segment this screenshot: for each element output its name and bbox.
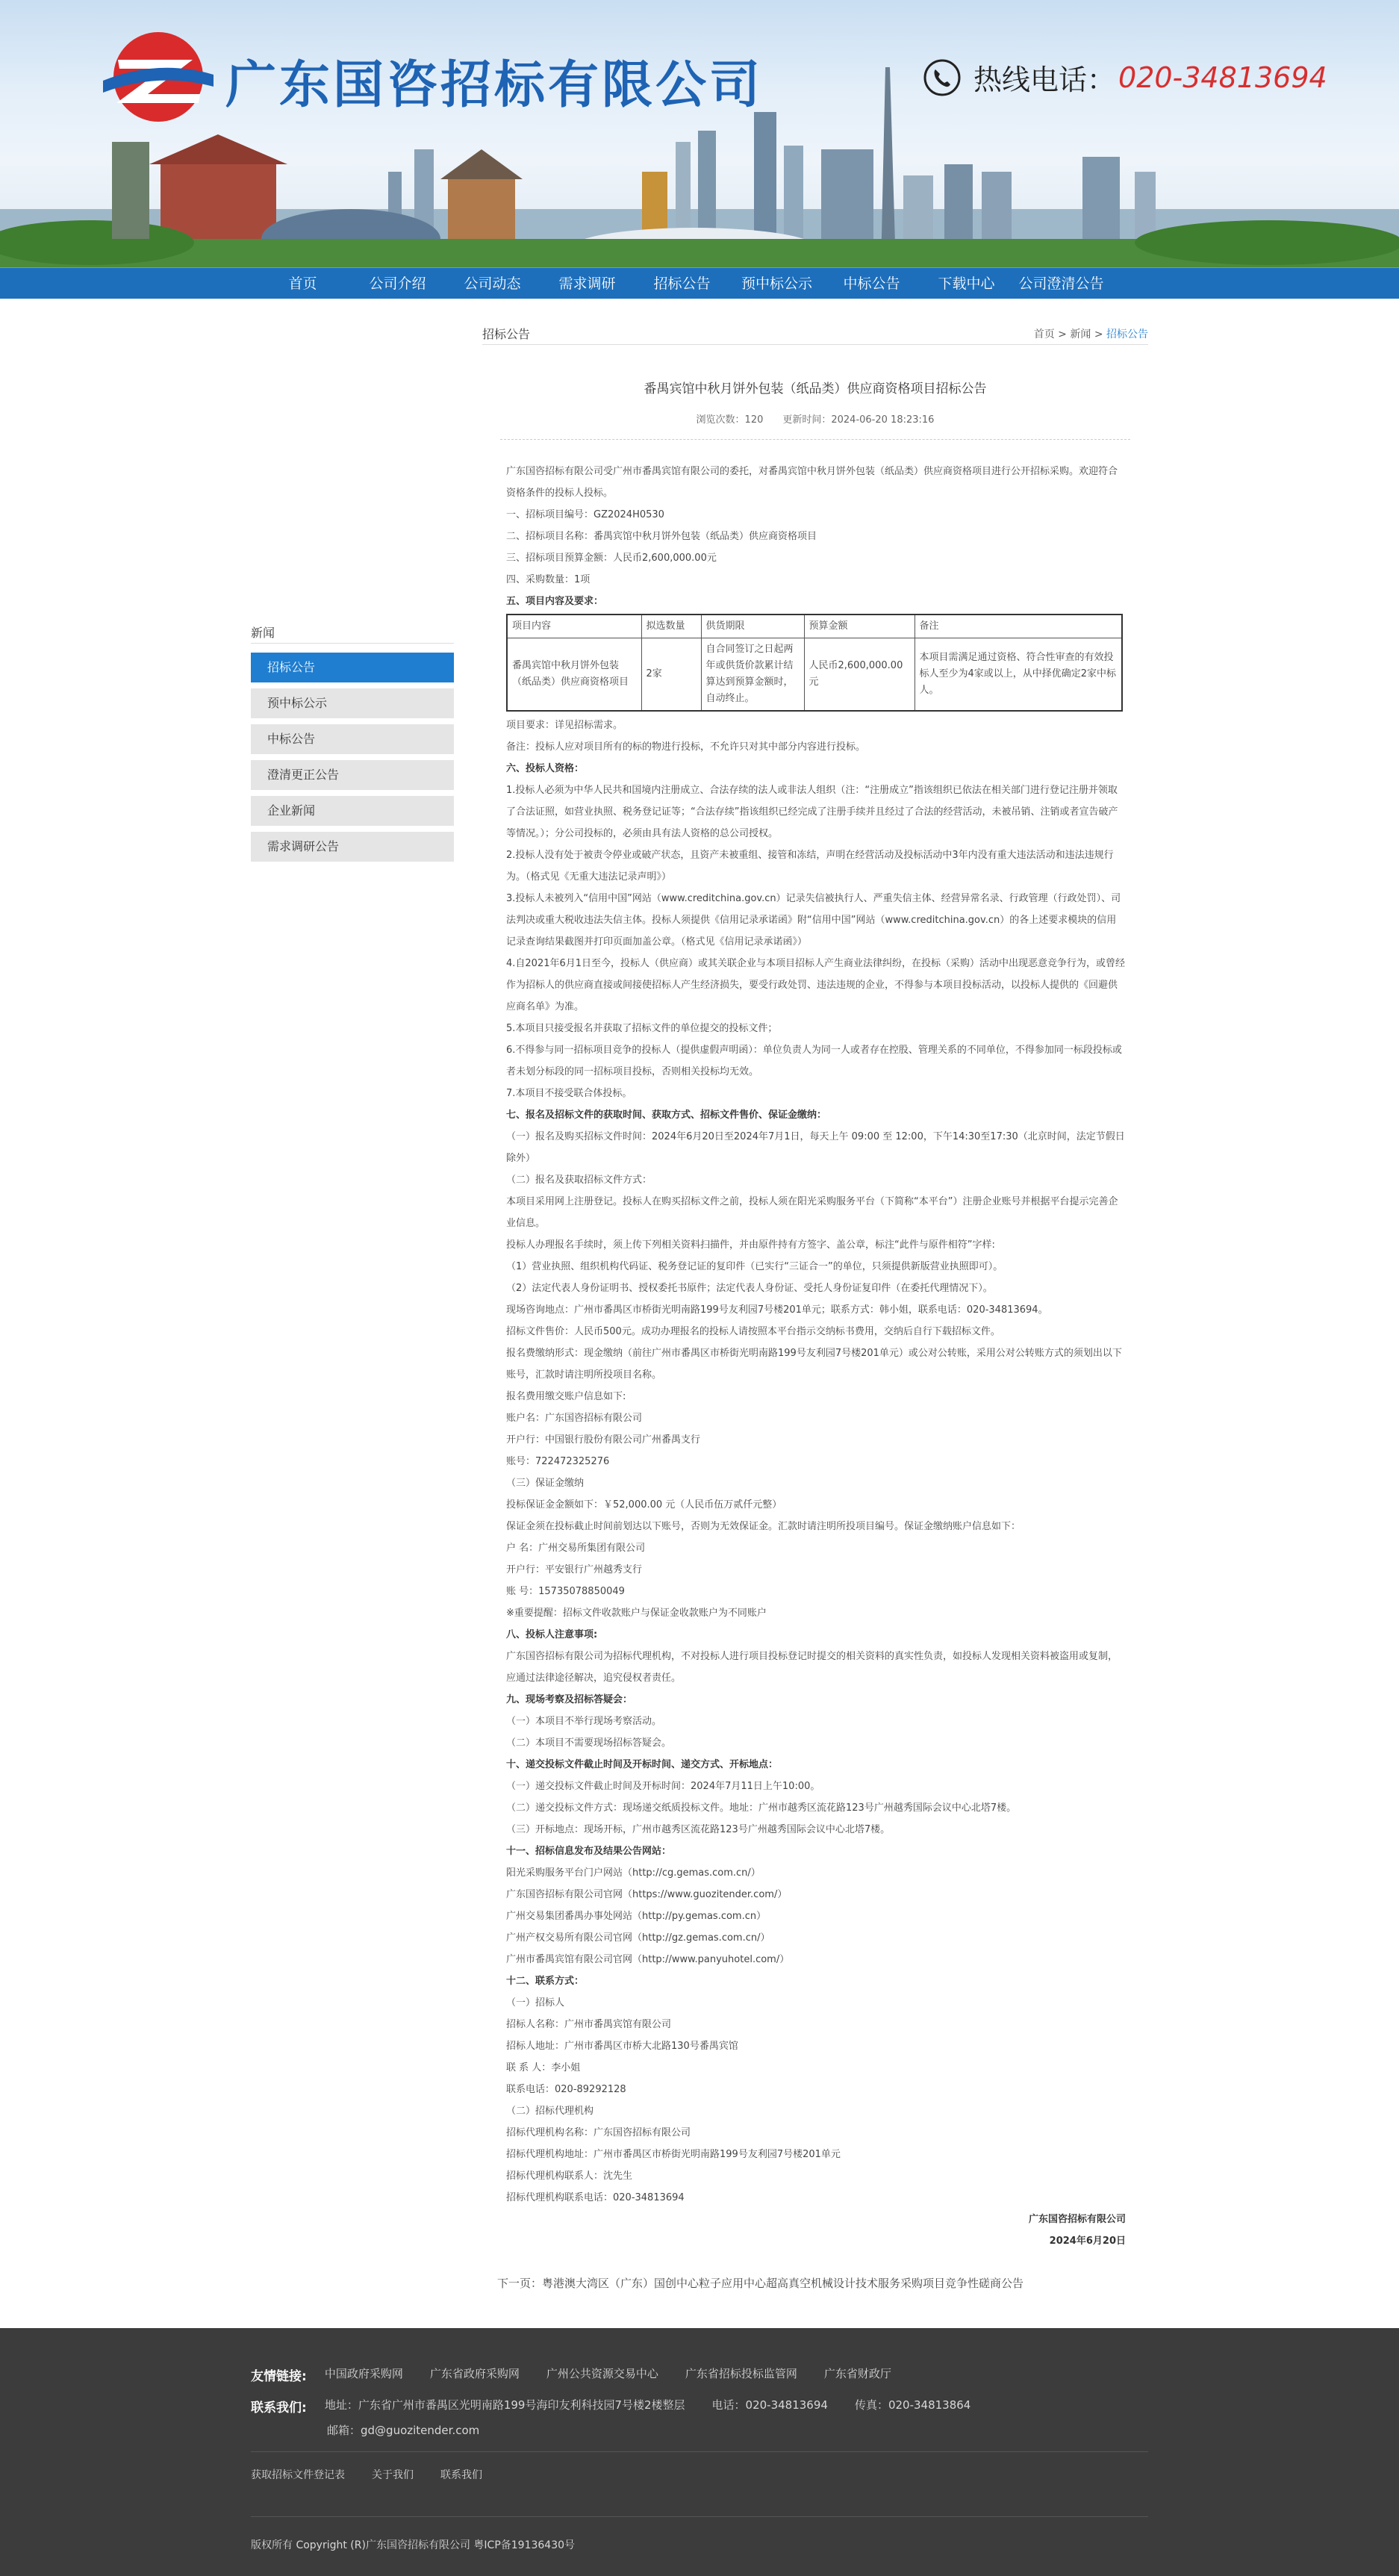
breadcrumb (1034, 326, 1148, 344)
sidebar-item-clarify[interactable]: 澄清更正公告 (251, 760, 454, 790)
article-paragraph: 开户行：中国银行股份有限公司广州番禺支行 (506, 1434, 701, 1446)
next-label: 下一页： (497, 2277, 543, 2290)
table-header: 预算金额 (804, 615, 915, 638)
article-paragraph: 招标文件售价：人民币500元。成功办理报名的投标人请按照本平台指示交纳标书费用，交纳后自行下载招标文件。 (506, 1326, 1000, 1337)
article-paragraph: 七、报名及招标文件的获取时间、获取方式、招标文件售价、保证金缴纳： (506, 1110, 827, 1121)
company-logo-icon (103, 28, 214, 125)
article-paragraph: （二）报名及获取招标文件方式： (506, 1175, 652, 1186)
article-paragraph: （一）招标人 (506, 1997, 565, 2009)
article-paragraph: 报名费缴纳形式：现金缴纳（前往广州市番禺区市桥街光明南路199号友利园7号楼201单元）或公对公转账，采用公对公转账方式的须划出以下账号，汇款时请注明所投项目名称。 (506, 1348, 1122, 1381)
next-article[interactable] (497, 2275, 1023, 2291)
breadcrumb-news[interactable]: 新闻 (1070, 329, 1091, 340)
article-paragraph: 十、递交投标文件截止时间及开标时间、递交方式、开标地点： (506, 1759, 779, 1770)
sidebar (251, 624, 454, 868)
table-header: 拟选数量 (641, 615, 701, 638)
footer-address: 地址：广东省广州市番禺区光明南路199号海印友利科技园7号楼2楼整层 (324, 2398, 685, 2412)
sidebar-item-company-news[interactable]: 企业新闻 (251, 796, 454, 826)
sidebar-item-award[interactable]: 中标公告 (251, 724, 454, 754)
article-paragraph: 五、项目内容及要求： (506, 596, 604, 607)
article-paragraph: 账户名：广东国咨招标有限公司 (506, 1413, 643, 1424)
article-paragraph: 阳光采购服务平台门户网站（http://cg.gemas.com.cn/） (506, 1867, 761, 1879)
friend-link[interactable]: 广东省招标投标监管网 (685, 2367, 797, 2380)
article-paragraph: 项目要求：详见招标需求。 (506, 720, 623, 731)
main-header (482, 326, 1148, 345)
footer-email: 邮箱：gd@guozitender.com (327, 2424, 480, 2437)
footer-link-contact[interactable]: 联系我们 (440, 2469, 482, 2481)
article-paragraph: 户 名：广州交易所集团有限公司 (506, 1543, 646, 1554)
article-paragraph: 招标代理机构联系电话：020-34813694 (506, 2192, 685, 2203)
contact-label: 联系我们: (251, 2401, 307, 2415)
nav-pre-award[interactable]: 预中标公示 (741, 276, 812, 292)
table-cell: 人民币2,600,000.00元 (804, 638, 915, 712)
article-paragraph: 投标保证金金额如下：￥52,000.00 元（人民币伍万贰仟元整） (506, 1499, 782, 1511)
article-paragraph: 现场咨询地点：广州市番禺区市桥街光明南路199号友利园7号楼201单元；联系方式：韩小姐，联系电话：020-34813694。 (506, 1304, 1048, 1316)
table-cell: 本项目需满足通过资格、符合性审查的有效投标人至少为4家或以上，从中择优确定2家中标人。 (915, 638, 1122, 712)
sidebar-item-research[interactable]: 需求调研公告 (251, 832, 454, 862)
breadcrumb-sep: > (1094, 329, 1103, 340)
article-paragraph: 招标人地址：广州市番禺区市桥大北路130号番禺宾馆 (506, 2041, 738, 2052)
nav-home[interactable]: 首页 (288, 276, 317, 292)
footer-divider (251, 2516, 1148, 2517)
article-paragraph: 招标代理机构名称：广东国咨招标有限公司 (506, 2127, 691, 2138)
sign-company: 广东国咨招标有限公司 (1028, 2214, 1126, 2225)
sign-date: 2024年6月20日 (1049, 2236, 1126, 2247)
contact-row (251, 2397, 997, 2415)
table-cell: 2家 (641, 638, 701, 712)
article-paragraph: 备注：投标人应对项目所有的标的物进行投标，不允许只对其中部分内容进行投标。 (506, 741, 866, 753)
main-content (482, 326, 1148, 2252)
article-paragraph: 一、招标项目编号：GZ2024H0530 (506, 509, 664, 520)
article-paragraph: （一）本项目不举行现场考察活动。 (506, 1716, 662, 1727)
friend-link[interactable]: 广东省财政厅 (823, 2367, 891, 2380)
article-paragraph: 九、现场考察及招标答疑会： (506, 1694, 633, 1705)
article-paragraph: 报名费用缴交账户信息如下: (506, 1391, 626, 1402)
sidebar-item-tender[interactable]: 招标公告 (251, 653, 454, 682)
article-paragraph: 广东国咨招标有限公司官网（https://www.guozitender.com/） (506, 1889, 788, 1900)
article-paragraph: 三、招标项目预算金额：人民币2,600,000.00元 (506, 553, 717, 564)
article-paragraph: 招标人名称：广州市番禺宾馆有限公司 (506, 2019, 672, 2030)
article-paragraph: 六、投标人资格： (506, 763, 585, 774)
article-paragraph: 本项目采用网上注册登记。投标人在购买招标文件之前，投标人须在阳光采购服务平台（下简称“本平台”）注册企业账号并根据平台提示完善企业信息。 (506, 1196, 1118, 1229)
friend-links (251, 2365, 918, 2384)
article-paragraph: 5.本项目只接受报名并获取了招标文件的单位提交的投标文件； (506, 1023, 778, 1034)
article-paragraph: 广州产权交易所有限公司官网（http://gz.gemas.com.cn/） (506, 1932, 770, 1944)
bottom-links (251, 2467, 509, 2482)
sidebar-item-pre-award[interactable]: 预中标公示 (251, 688, 454, 718)
site-footer (0, 2328, 1399, 2576)
table-header: 备注 (915, 615, 1122, 638)
table-header: 供货期限 (701, 615, 804, 638)
article-paragraph: 联 系 人：李小姐 (506, 2062, 581, 2073)
hotline (923, 57, 1327, 98)
article-paragraph: 1.投标人必须为中华人民共和国境内注册成立、合法存续的法人或非法人组织（注：“注册成立”指该组织已依法在相关部门进行登记注册并领取了合法证照，如营业执照、税务登记证等；“合法存续”指该组织已经完成了注册手续并且经过了合法的经营活动，未被吊销、注销或者宣告破产等情况。）；分公司投标的，必须由具有法人资格的总公司授权。 (506, 785, 1118, 839)
article-paragraph: （1）营业执照、组织机构代码证、税务登记证的复印件（已实行“三证合一”的单位，只须提供新版营业执照即可）。 (506, 1261, 1003, 1272)
article-paragraph: 四、采购数量：1项 (506, 574, 591, 585)
sidebar-list (251, 653, 454, 862)
nav-news[interactable]: 公司动态 (464, 276, 521, 292)
breadcrumb-sep: > (1058, 329, 1067, 340)
friend-link[interactable]: 广东省政府采购网 (429, 2367, 520, 2380)
footer-divider (251, 2451, 1148, 2452)
email-row (327, 2422, 479, 2438)
article-paragraph: （三）保证金缴纳 (506, 1478, 585, 1489)
footer-link-register[interactable]: 获取招标文件登记表 (251, 2469, 345, 2481)
phone-icon (923, 58, 962, 97)
article-paragraph: 十二、联系方式： (506, 1976, 585, 1987)
company-name: 广东国咨招标有限公司 (225, 56, 764, 115)
nav-about[interactable]: 公司介绍 (369, 276, 426, 292)
article-paragraph: （二）招标代理机构 (506, 2106, 594, 2117)
nav-award[interactable]: 中标公告 (843, 276, 900, 292)
friend-links-label: 友情链接: (251, 2369, 307, 2384)
copyright-text: 版权所有 Copyright (R)广东国咨招标有限公司 粤ICP备19136430号 (251, 2539, 576, 2551)
article-paragraph: 3.投标人未被列入“信用中国”网站（www.creditchina.gov.cn）记录失信被执行人、严重失信主体、经营异常名录、行政管理（行政处罚）、司法判决或重大税收违法失信主体。投标人须提供《信用记录承诺函》附“信用中国”网站（www.creditchina.gov.cn）的各上述要求模块的信用记录查询结果截图并打印页面加盖公章。（格式见《信用记录承诺函》） (506, 893, 1121, 948)
friend-link[interactable]: 广州公共资源交易中心 (546, 2367, 658, 2380)
article-paragraph: 招标代理机构地址：广州市番禺区市桥街光明南路199号友利园7号楼201单元 (506, 2149, 841, 2160)
article-paragraph: 八、投标人注意事项: (506, 1629, 598, 1640)
footer-fax: 传真：020-34813864 (854, 2398, 971, 2412)
main-nav (0, 267, 1399, 299)
article-paragraph: 招标代理机构联系人：沈先生 (506, 2171, 633, 2182)
article-paragraph: 十一、招标信息发布及结果公告网站： (506, 1846, 672, 1857)
table-row (507, 638, 1122, 712)
article-paragraph: 二、招标项目名称：番禺宾馆中秋月饼外包装（纸品类）供应商资格项目 (506, 531, 817, 542)
article-title: 番禺宾馆中秋月饼外包装（纸品类）供应商资格项目招标公告 (644, 382, 987, 396)
article-paragraph: 账号：722472325276 (506, 1456, 610, 1467)
table-cell: 番禺宾馆中秋月饼外包装（纸品类）供应商资格项目 (507, 638, 641, 712)
article-paragraph: 投标人办理报名手续时，须上传下列相关资料扫描件，并由原件持有方签字、盖公章，标注“此件与原件相符”字样: (506, 1239, 995, 1251)
breadcrumb-current[interactable]: 招标公告 (1106, 329, 1148, 340)
article-paragraph: （一）报名及购买招标文件时间：2024年6月20日至2024年7月1日，每天上午 09:00 至 12:00，下午14:30至17:30（北京时间，法定节假日除外） (506, 1131, 1125, 1164)
article-paragraph: 账 号：15735078850049 (506, 1586, 625, 1597)
nav-tender[interactable]: 招标公告 (653, 276, 711, 292)
nav-clarify[interactable]: 公司澄清公告 (1018, 276, 1104, 292)
nav-research[interactable]: 需求调研 (558, 276, 616, 292)
copyright (251, 2537, 575, 2552)
article-paragraph: （二）本项目不需要现场招标答疑会。 (506, 1737, 672, 1749)
article-body (506, 461, 1126, 2252)
table-header: 项目内容 (507, 615, 641, 638)
section-heading: 招标公告 (482, 327, 531, 341)
article-paragraph: （一）递交投标文件截止时间及开标时间：2024年7月11日上午10:00。 (506, 1781, 820, 1792)
hotline-label: 热线电话： (973, 63, 1116, 96)
article-paragraph: 广州交易集团番禺办事处网站（http://py.gemas.com.cn） (506, 1911, 767, 1922)
article-paragraph: 2.投标人没有处于被责令停业或破产状态，且资产未被重组、接管和冻结，声明在经营活动及投标活动中3年内没有重大违法活动和违法违规行为。（格式见《无重大违法记录声明》） (506, 850, 1114, 883)
article-paragraph: 广东国咨招标有限公司为招标代理机构，不对投标人进行项目投标登记时提交的相关资料的真实性负责，如投标人发现相关资料被盗用或复制，应通过法律途径解决，追究侵权者责任。 (506, 1651, 1118, 1684)
article-paragraph: （二）递交投标文件方式：现场递交纸质投标文件。地址：广州市越秀区流花路123号广州越秀国际会议中心北塔7楼。 (506, 1802, 1017, 1814)
sidebar-title: 新闻 (251, 624, 454, 644)
article-paragraph: ※重要提醒：招标文件收款账户与保证金收款账户为不同账户 (506, 1608, 767, 1619)
friend-link[interactable]: 中国政府采购网 (324, 2367, 403, 2380)
article-paragraph: 广州市番禺宾馆有限公司官网（http://www.panyuhotel.com/） (506, 1954, 790, 1965)
article-paragraph: 广东国咨招标有限公司受广州市番禺宾馆有限公司的委托，对番禺宾馆中秋月饼外包装（纸品类）供应商资格项目进行公开招标采购。欢迎符合资格条件的投标人投标。 (506, 466, 1118, 499)
article-paragraph: 联系电话：020-89292128 (506, 2084, 626, 2095)
breadcrumb-home[interactable]: 首页 (1033, 329, 1055, 340)
footer-tel: 电话：020-34813694 (711, 2398, 828, 2412)
site-header (0, 0, 1399, 267)
article-paragraph: 7.本项目不接受联合体投标。 (506, 1088, 632, 1099)
article-paragraph: 开户行：平安银行广州越秀支行 (506, 1564, 643, 1575)
table-cell: 自合同签订之日起两年或供货价款累计结算达到预算金额时，自动终止。 (701, 638, 804, 712)
project-table (506, 614, 1123, 712)
hotline-number: 020-34813694 (1118, 60, 1327, 94)
footer-link-about[interactable]: 关于我们 (372, 2469, 414, 2481)
nav-download[interactable]: 下载中心 (938, 276, 995, 292)
article-paragraph: 4.自2021年6月1日至今，投标人（供应商）或其关联企业与本项目招标人产生商业法律纠纷，在投标（采购）活动中出现恶意竞争行为，或曾经作为招标人的供应商直接或间接使招标人产生经济损失，要受行政处罚、违法违规的企业，不得参与本项目投标活动，以投标人提供的《回避供应商名单》为准。 (506, 958, 1126, 1012)
article-paragraph: （三）开标地点：现场开标，广州市越秀区流花路123号广州越秀国际会议中心北塔7楼。 (506, 1824, 891, 1835)
article-paragraph: 6.不得参与同一招标项目竞争的投标人（提供虚假声明函）：单位负责人为同一人或者存在控股、管理关系的不同单位，不得参加同一标段投标或者未划分标段的同一招标项目投标，否则相关投标均无效。 (506, 1045, 1122, 1077)
article-paragraph: （2）法定代表人身份证明书、授权委托书原件；法定代表人身份证、受托人身份证复印件（在委托代理情况下）。 (506, 1283, 993, 1294)
article-paragraph: 保证金须在投标截止时间前划达以下账号，否则为无效保证金。汇款时请注明所投项目编号。保证金缴纳账户信息如下： (506, 1521, 1021, 1532)
article-meta: 浏览次数：120 更新时间：2024-06-20 18:23:16 (500, 411, 1130, 440)
next-article-link[interactable]: 粤港澳大湾区（广东）国创中心粒子应用中心超高真空机械设计技术服务采购项目竞争性磋商公告 (542, 2277, 1024, 2290)
